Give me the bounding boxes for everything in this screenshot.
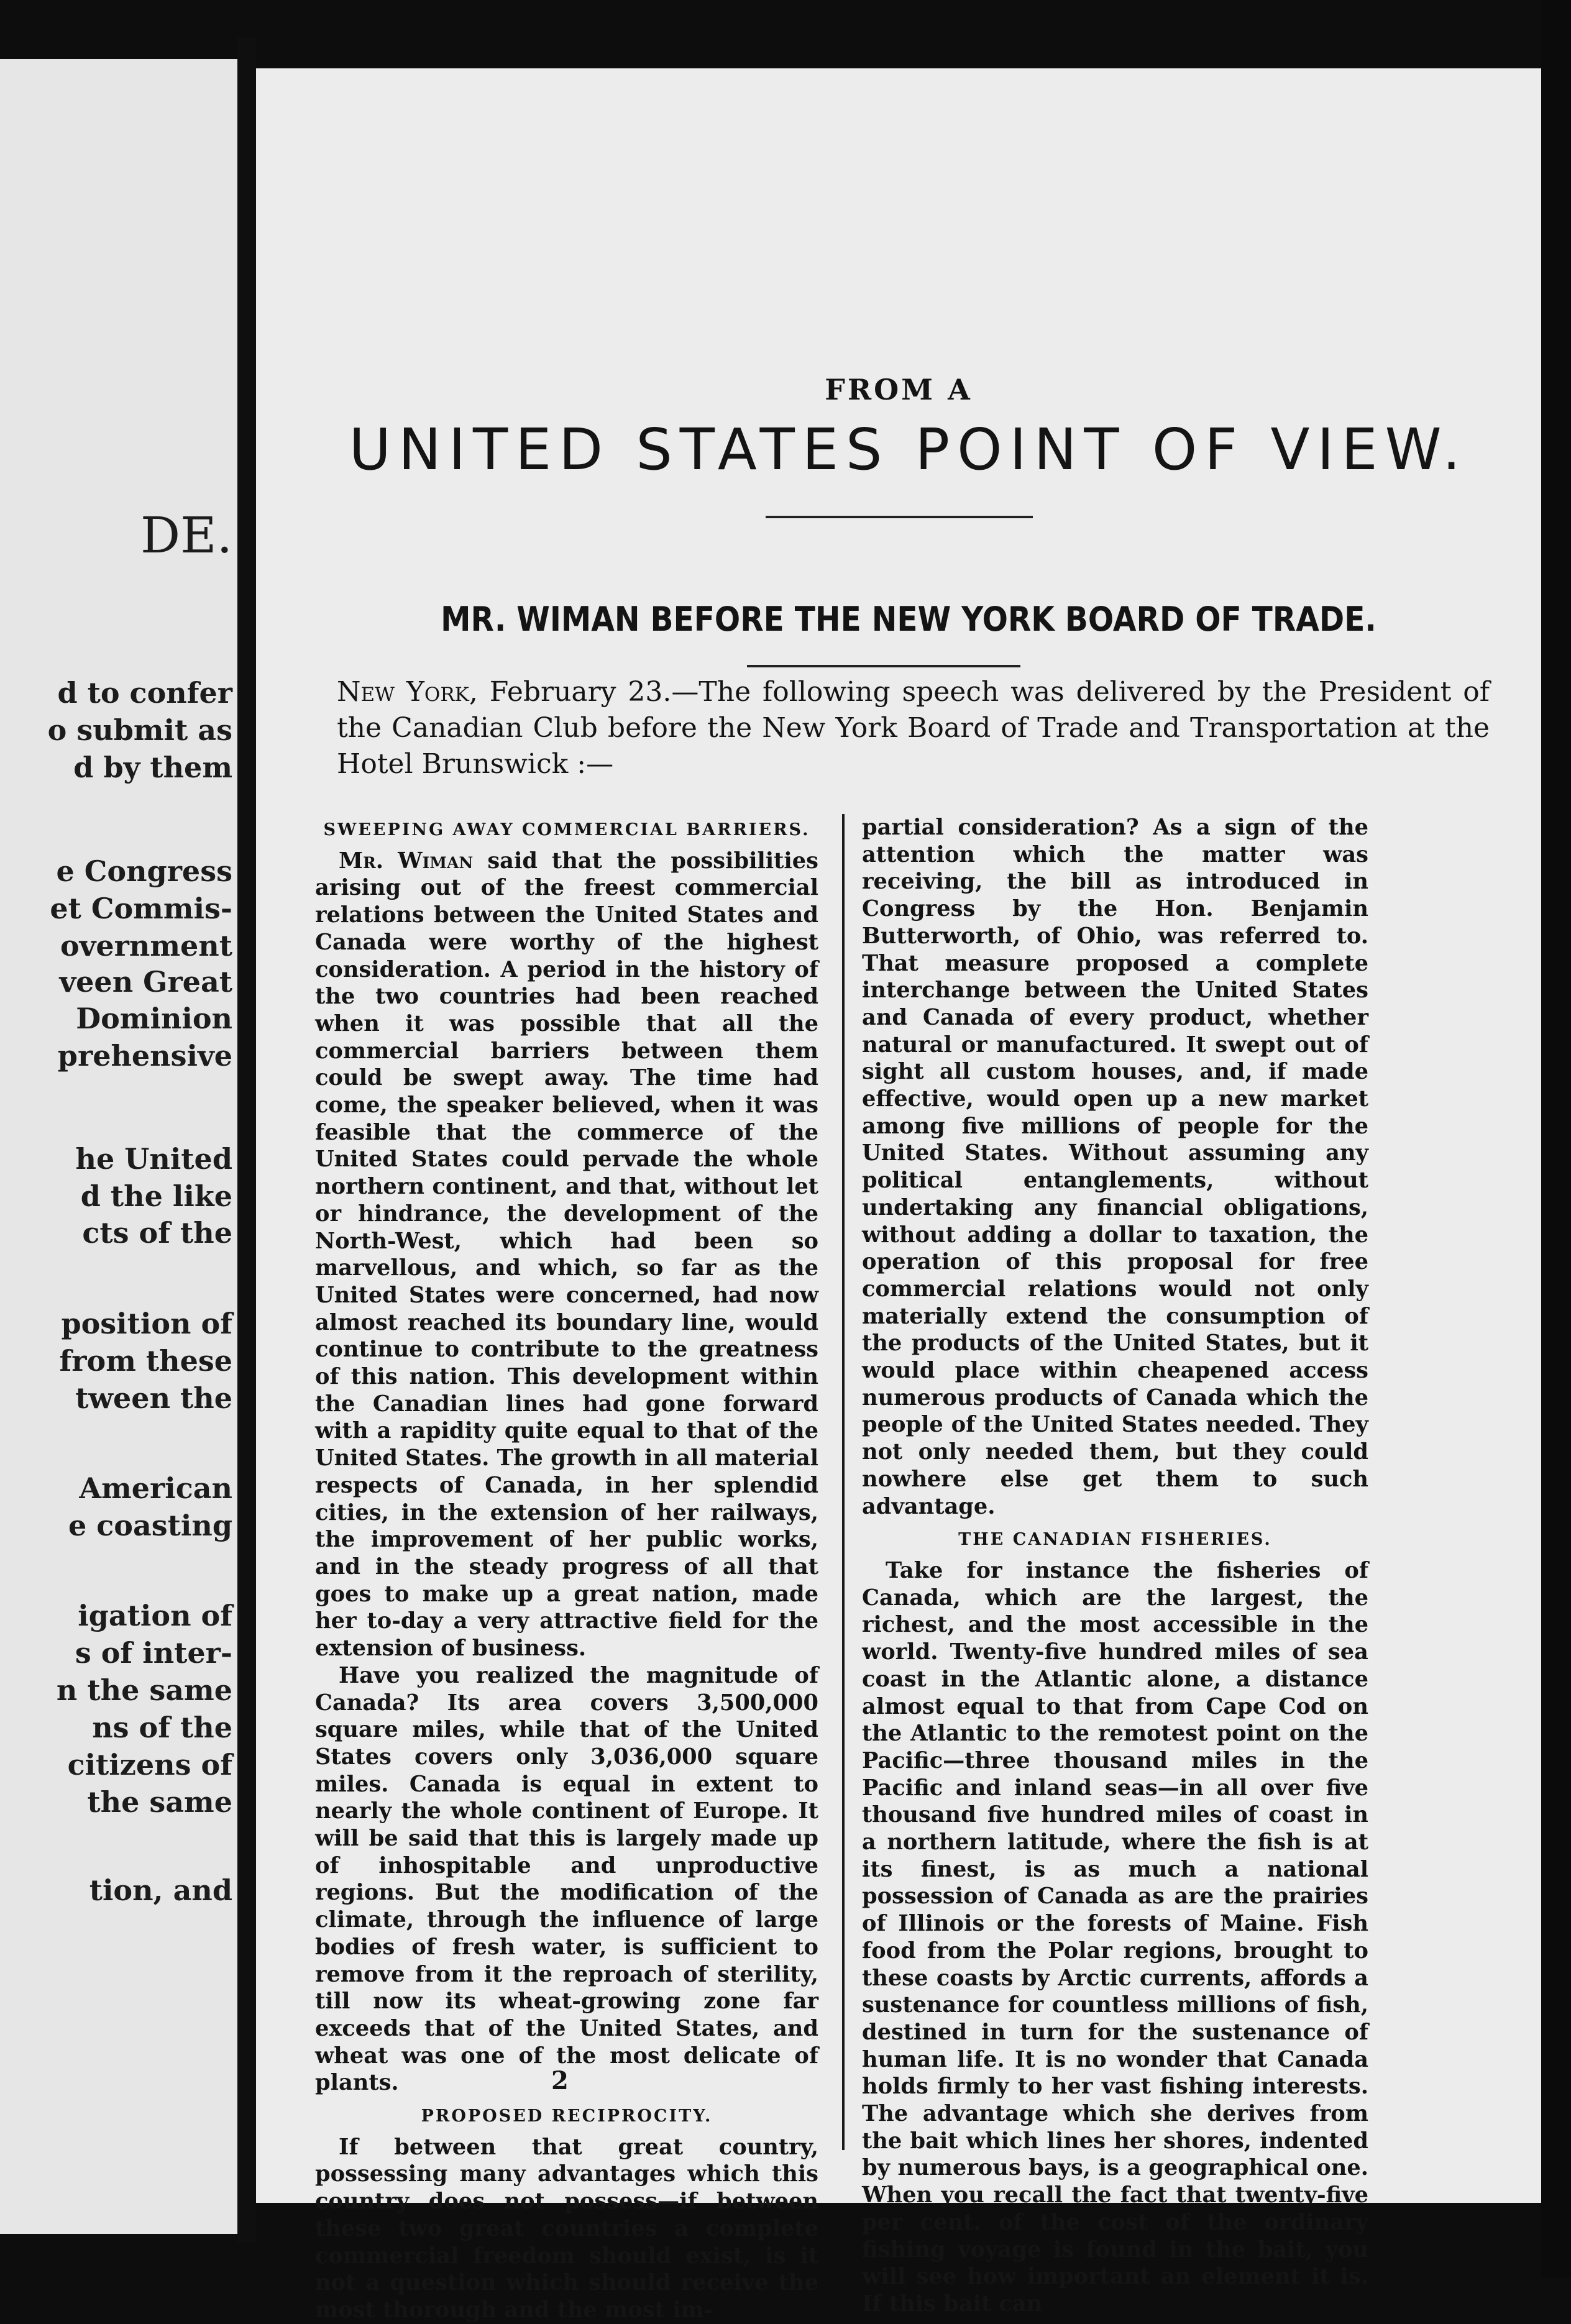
- left-page-line: tion, and: [89, 1873, 232, 1907]
- left-facing-page: [0, 59, 237, 2234]
- section-heading: PROPOSED RECIPROCITY.: [421, 2107, 713, 2126]
- left-page-line: DE.: [140, 506, 232, 564]
- left-page-line: d the like: [80, 1179, 232, 1213]
- paragraph-text: said that the possibilities arising out of the freest commercial relations between the United States and Canada were worthy of the highest consideration. A period in the history of the two countries had been reached when it was possible that all the commercial barriers between them could be swept away. The time had come, the speaker believed, when it was feasible that the commerce of the United States could pervade the whole northern continent, and that, without let or hindrance, the development of the North-West, which had been so marvellous, and which, so far as the United States were concerned, had now almost reached its boundary line, would continue to contribute to the greatness of this nation. This development within the Canadian lines had gone forward with a rapidity quite equal to that of the United States. The growth in all material respects of Canada, in her splendid cities, in the extension of her railways, the improvement of her public works, and in the steady progress of all that goes to make up a great nation, made her to-day a very attractive field for the extension of business.: [315, 848, 818, 1662]
- header-from: FROM A: [825, 373, 973, 406]
- right-margin: [1541, 0, 1571, 2277]
- page-number: 2: [551, 2066, 569, 2095]
- left-page-line: from these: [59, 1344, 232, 1378]
- left-page-line: et Commis-: [50, 892, 232, 925]
- intro-place: New York,: [337, 676, 478, 708]
- title-rule: [766, 516, 1033, 518]
- left-page-line: igation of: [78, 1599, 232, 1632]
- column-right: [862, 814, 1368, 2318]
- left-page-line: he United: [75, 1142, 232, 1176]
- column-left: [315, 814, 818, 2324]
- left-page-line: e Congress: [56, 854, 232, 888]
- left-page-line: American: [79, 1471, 232, 1505]
- page-title: UNITED STATES POINT OF VIEW.: [349, 416, 1468, 483]
- paragraph: partial consideration? As a sign of the attention which the matter was receiving, the bill as introduced in Congress by the Hon. Benjamin Butterworth, of Ohio, was referred to. That measure proposed a complete interchange between the United States and Canada of every product, whether natural or manufactured. It swept out of sight all custom houses, and, if made effective, would open up a new market among five millions of people for the United States. Without assuming any political entanglements, without undertaking any financial obligations, without adding a dollar to taxation, the operation of this proposal for free commercial relations would not only materially extend the consumption of the products of the United States, but it would place within cheapened access numerous products of Canada which the people of the United States needed. They not only needed them, but they could nowhere else get them to such advantage.: [862, 815, 1368, 1519]
- left-page-line: e coasting: [68, 1509, 232, 1542]
- left-page-line: prehensive: [57, 1039, 232, 1073]
- subtitle-rule: [747, 665, 1020, 667]
- left-page-line: ns of the: [92, 1711, 232, 1744]
- left-page-line: Dominion: [76, 1002, 232, 1035]
- left-page-line: d to confer: [57, 676, 232, 710]
- section-heading: SWEEPING AWAY COMMERCIAL BARRIERS.: [323, 820, 810, 839]
- paragraph: Have you realized the magnitude of Canada? Its area covers 3,500,000 square miles, while that of the United States covers only 3,036,000 square miles. Canada is equal in extent to nearly the whole continent of Europe. It will be said that this is largely made up of inhospitable and unproductive regions. But the modification of the climate, through the influence of large bodies of fresh water, is sufficient to remove from it the reproach of sterility, till now its wheat-growing zone far exceeds that of the United States, and wheat was one of the most delicate of plants.: [315, 1662, 818, 2096]
- left-page-line: tween the: [75, 1381, 232, 1415]
- left-page-line: overnment: [60, 929, 232, 963]
- left-page-line: cts of the: [82, 1216, 232, 1250]
- paragraph: Take for instance the fisheries of Canada, which are the largest, the richest, and the most accessible in the world. Twenty-five hundred miles of sea coast in the Atlantic alone, a distance almost equal to that from Cape Cod on the Atlantic to the remotest point on the Pacific—three thousand miles in the Pacific and inland seas—in all over five thousand five hundred miles of coast in a northern latitude, where the fish is at its finest, is as much a national possession of Canada as are the prairies of Illinois or the forests of Maine. Fish food from the Polar regions, brought to these coasts by Arctic currents, affords a sustenance for countless millions of fish, destined in turn for the sustenance of human life. It is no wonder that Canada holds firmly to her vast fishing interests. The advantage which she derives from the bait which lines her shores, indented by numerous bays, is a geographical one. When you recall the fact that twenty-five per cent. of the cost of the ordinary fishing voyage is found in the bait, you will see how important an element it is. If this bait can: [862, 1557, 1368, 2317]
- left-page-line: the same: [87, 1785, 232, 1819]
- book-gutter: [237, 37, 256, 2243]
- intro-text: February 23.—The following speech was delivered by the President of the Canadian Club before the New York Board of Trade and Transportation at the Hotel Brunswick :—: [337, 676, 1490, 780]
- left-page-line: citizens of: [67, 1748, 232, 1782]
- main-page: [256, 68, 1541, 2323]
- page-subtitle: MR. WIMAN BEFORE THE NEW YORK BOARD OF TRADE.: [441, 600, 1376, 639]
- left-page-line: position of: [61, 1307, 232, 1340]
- intro-paragraph: [337, 674, 1490, 782]
- left-page-line: s of inter-: [75, 1636, 232, 1670]
- left-page-line: o submit as: [47, 713, 232, 747]
- left-page-line: d by them: [73, 751, 232, 784]
- left-page-line: veen Great: [59, 965, 232, 999]
- left-page-line: n the same: [56, 1673, 232, 1707]
- paragraph: [315, 848, 818, 1662]
- section-heading: THE CANADIAN FISHERIES.: [958, 1530, 1272, 1550]
- speaker-name: Mr. Wiman: [339, 848, 474, 874]
- column-divider: [842, 814, 845, 2150]
- paragraph: If between that great country, possessing many advantages which this country does not possess—if between these two great countries a complete commercial freedom should exist, is it not a question which should receive the most thorough and the most im-: [315, 2134, 818, 2323]
